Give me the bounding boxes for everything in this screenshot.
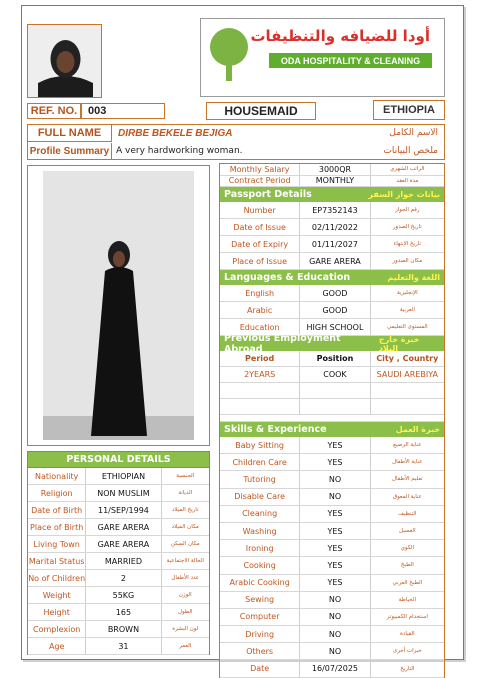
profile-summary-value: A very hardworking woman.	[116, 146, 243, 156]
row-ar: عناية الأطفال	[392, 459, 423, 466]
row-ar: المستوى التعليمي	[387, 324, 428, 330]
detail-row	[220, 540, 444, 557]
row-label: Tutoring	[220, 471, 300, 487]
row-ar: الطول	[177, 609, 193, 615]
row-value: 11/SEP/1994	[86, 502, 161, 518]
row-ar: رقم الجواز	[395, 207, 420, 213]
personal-details-header: PERSONAL DETAILS	[28, 452, 209, 468]
row-label: Date of Expiry	[220, 236, 300, 252]
row-label: Monthly Salary	[220, 164, 300, 175]
detail-row	[220, 660, 444, 677]
row-label: Place of Issue	[220, 253, 300, 269]
row-ar: الديانة	[178, 490, 193, 496]
row-value: YES	[300, 437, 370, 453]
detail-row	[28, 621, 209, 638]
employment-row	[220, 367, 444, 383]
row-value: MARRIED	[86, 553, 161, 569]
row-label: Ironing	[220, 540, 300, 556]
row-label: Weight	[28, 587, 86, 603]
skills-section-header: Skills & Experience خبرة العمل	[220, 422, 444, 437]
employment-position	[300, 399, 370, 414]
row-ar: تاريخ الصدور	[392, 224, 422, 230]
row-label: Place of Birth	[28, 519, 86, 535]
employment-row	[220, 383, 444, 399]
row-value: HIGH SCHOOL	[300, 319, 370, 335]
employment-period	[220, 383, 300, 398]
ref-value: 003	[81, 103, 165, 119]
row-value: YES	[300, 575, 370, 591]
row-ar: الإنجليزية	[396, 290, 418, 296]
row-value: YES	[300, 557, 370, 573]
row-ar: الكوي	[400, 545, 415, 552]
row-label: Complexion	[28, 621, 86, 637]
row-ar: تعليم الأطفال	[392, 476, 423, 483]
row-label: Arabic Cooking	[220, 575, 300, 591]
detail-row	[220, 219, 444, 236]
employment-period	[220, 399, 300, 414]
employment-col-country: City , Country	[376, 354, 439, 363]
right-column-table	[219, 163, 445, 678]
detail-row	[28, 519, 209, 536]
company-logo-box	[200, 18, 445, 97]
row-ar: الطبخ العربي	[392, 579, 423, 586]
row-ar: استخدام الكمبيوتر	[386, 613, 428, 620]
detail-row	[220, 302, 444, 319]
employment-position	[300, 383, 370, 398]
row-value: NO	[300, 643, 370, 659]
row-ar: مكان الميلاد	[171, 524, 199, 530]
detail-row	[28, 638, 209, 655]
row-label: Arabic	[220, 302, 300, 318]
full-body-photo	[27, 165, 210, 446]
row-ar: مدة العقد	[396, 177, 419, 184]
company-name-arabic: أودا للضيافه والتنظيفات	[250, 27, 430, 45]
row-ar: عدد الأطفال	[171, 575, 200, 581]
row-ar: الراتب الشهري	[390, 166, 425, 173]
row-ar: عناية الرضيع	[393, 442, 422, 449]
row-label: Age	[28, 638, 86, 654]
row-value: NO	[300, 489, 370, 505]
detail-row	[220, 575, 444, 592]
row-value: NO	[300, 592, 370, 608]
row-value: 3000QR	[300, 164, 370, 175]
row-label: Sewing	[220, 592, 300, 608]
row-value: 01/11/2027	[300, 236, 370, 252]
row-label: Others	[220, 643, 300, 659]
row-value: 02/11/2022	[300, 219, 370, 235]
employment-period: 2YEARS	[220, 367, 300, 382]
row-label: English	[220, 285, 300, 301]
full-name-value: DIRBE BEKELE BEJIGA	[118, 128, 233, 139]
detail-row	[220, 176, 444, 188]
row-ar: العربية	[399, 307, 415, 313]
detail-row	[220, 202, 444, 219]
detail-row	[220, 471, 444, 488]
row-ar: الخياطة	[398, 596, 417, 603]
row-ar: عناية المعوق	[392, 493, 422, 500]
detail-row	[220, 454, 444, 471]
employment-col-position: Position	[300, 351, 370, 366]
row-value: EP7352143	[300, 202, 370, 218]
row-ar: مكان السكن	[170, 541, 200, 547]
detail-row	[28, 485, 209, 502]
row-value: ETHIOPIAN	[86, 468, 161, 484]
personal-details-table	[27, 451, 210, 655]
row-ar: الغسيل	[399, 528, 416, 535]
row-ar: تاريخ الإنتهاء	[393, 241, 421, 247]
row-value: NO	[300, 626, 370, 642]
row-value: GARE ARERA	[300, 253, 370, 269]
employment-section-header: Previous Employment Abroad خبرة خارج البلاد	[220, 336, 444, 351]
row-value: MONTHLY	[300, 176, 370, 187]
detail-row	[220, 437, 444, 454]
row-value: GARE ARERA	[86, 519, 161, 535]
row-label: Religion	[28, 485, 86, 501]
row-value: NO	[300, 609, 370, 625]
section-spacer	[220, 415, 444, 422]
profile-summary-label: Profile Summary	[28, 143, 112, 160]
employment-col-period: Period	[220, 351, 300, 366]
row-label: Education	[220, 319, 300, 335]
row-label: Date	[220, 660, 300, 676]
detail-row	[220, 506, 444, 523]
detail-row	[28, 468, 209, 485]
row-label: Nationality	[28, 468, 86, 484]
row-value: 2	[86, 570, 161, 586]
detail-row	[220, 164, 444, 176]
row-label: Contract Period	[220, 176, 300, 187]
row-ar: الحالة الاجتماعية	[166, 558, 204, 564]
row-ar: الجنسية	[176, 473, 195, 479]
detail-row	[220, 253, 444, 270]
row-ar: التنظيف	[398, 510, 417, 517]
employment-country: SAUDI AREBIYA	[376, 370, 438, 379]
row-label: Date of Birth	[28, 502, 86, 518]
row-value: 165	[86, 604, 161, 620]
detail-row	[28, 502, 209, 519]
full-name-label: FULL NAME	[28, 125, 112, 142]
row-label: Cooking	[220, 557, 300, 573]
detail-row	[220, 626, 444, 643]
languages-section-header: Languages & Education اللغة والتعليم	[220, 270, 444, 285]
row-ar: خبرات أخرى	[392, 648, 422, 655]
row-ar: الوزن	[178, 592, 192, 598]
cv-page	[21, 5, 464, 674]
row-label: Cleaning	[220, 506, 300, 522]
row-value: NO	[300, 471, 370, 487]
row-ar: مكان الصدور	[392, 258, 423, 264]
row-label: Marital Status	[28, 553, 86, 569]
row-ar: التاريخ	[400, 665, 415, 672]
detail-row	[220, 489, 444, 506]
detail-row	[28, 604, 209, 621]
name-summary-block	[27, 124, 445, 160]
ref-label: REF. NO.	[27, 103, 81, 119]
row-label: Driving	[220, 626, 300, 642]
row-value: NON MUSLIM	[86, 485, 161, 501]
detail-row	[28, 587, 209, 604]
employment-country	[371, 399, 444, 414]
row-value: YES	[300, 523, 370, 539]
row-value: 31	[86, 638, 161, 654]
row-label: Washing	[220, 523, 300, 539]
row-label: Children Care	[220, 454, 300, 470]
company-name-english: ODA HOSPITALITY & CLEANING	[269, 53, 432, 68]
row-value: GOOD	[300, 302, 370, 318]
row-ar: العمر	[179, 643, 192, 649]
full-name-label-arabic: الاسم الكامل	[389, 128, 438, 138]
detail-row	[28, 536, 209, 553]
row-label: No of Children	[28, 570, 86, 586]
row-value: YES	[300, 454, 370, 470]
row-value: YES	[300, 540, 370, 556]
row-value: 55KG	[86, 587, 161, 603]
employment-position: COOK	[300, 367, 370, 382]
detail-row	[220, 643, 444, 660]
detail-row	[220, 557, 444, 574]
detail-row	[220, 609, 444, 626]
detail-row	[28, 553, 209, 570]
position-title: HOUSEMAID	[206, 102, 316, 120]
detail-row	[220, 285, 444, 302]
row-label: Date of Issue	[220, 219, 300, 235]
row-value: GARE ARERA	[86, 536, 161, 552]
headshot-photo	[27, 24, 102, 98]
row-value: GOOD	[300, 285, 370, 301]
detail-row	[220, 523, 444, 540]
passport-section-header: Passport Details بيانات جواز السفر	[220, 187, 444, 202]
profile-summary-label-arabic: ملخص البيانات	[383, 146, 438, 156]
tree-logo-icon	[207, 27, 251, 82]
row-ar: القيادة	[400, 631, 415, 638]
row-value: BROWN	[86, 621, 161, 637]
row-label: Living Town	[28, 536, 86, 552]
row-ar: الطبخ	[400, 562, 414, 569]
employment-country	[371, 383, 444, 398]
employment-column-headers	[220, 351, 444, 367]
row-ar: تاريخ الميلاد	[172, 507, 199, 513]
row-label: Computer	[220, 609, 300, 625]
row-ar: لون البشرة	[172, 626, 199, 632]
country-title: ETHIOPIA	[373, 100, 445, 120]
row-value: YES	[300, 506, 370, 522]
row-label: Height	[28, 604, 86, 620]
detail-row	[220, 236, 444, 253]
row-label: Disable Care	[220, 489, 300, 505]
row-value: 16/07/2025	[300, 660, 370, 676]
employment-row	[220, 399, 444, 415]
row-label: Number	[220, 202, 300, 218]
row-label: Baby Sitting	[220, 437, 300, 453]
detail-row	[28, 570, 209, 587]
detail-row	[220, 592, 444, 609]
